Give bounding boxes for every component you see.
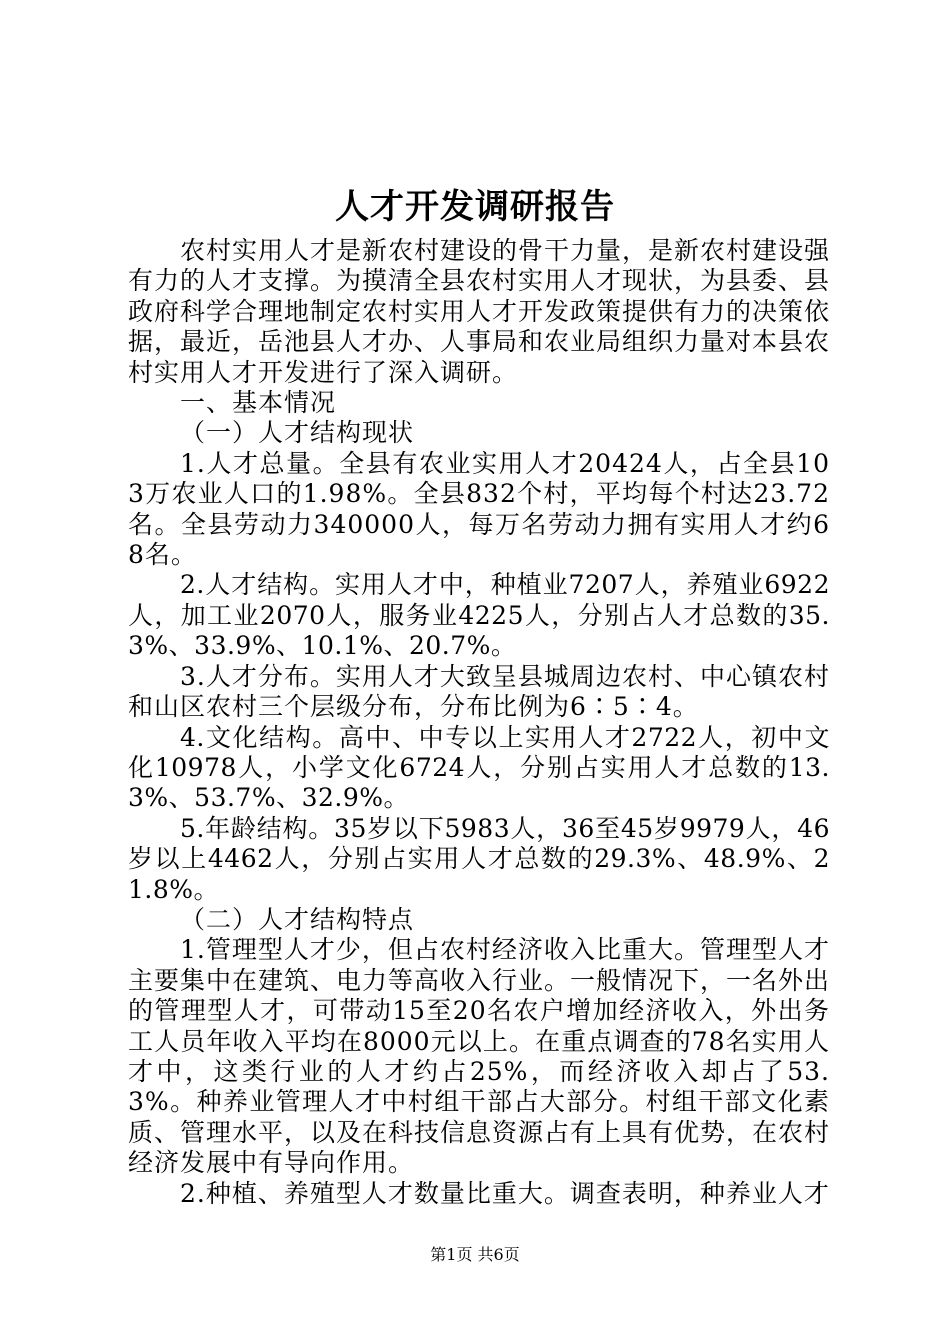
document-body <box>128 236 830 1209</box>
document-title: 人才开发调研报告 <box>335 187 615 227</box>
paragraph-talent-total: 1.人才总量。全县有农业实用人才20424人，占全县103万农业人口的1.98%。全县832个村，平均每个村达23.72名。全县劳动力340000人，每万名劳动力拥有实用人才约68名。 <box>128 448 830 570</box>
subheading-structure-status: （一）人才结构现状 <box>180 418 415 448</box>
paragraph-management-talent: 1.管理型人才少，但占农村经济收入比重大。管理型人才主要集中在建筑、电力等高收入行业。一般情况下，一名外出的管理型人才，可带动15至20名农户增加经济收入，外出务工人员年收入平均在8000元以上。在重点调查的78名实用人才中，这类行业的人才约占25%，而经济收入却占了53.3%。种养业管理人才中村组干部占大部分。村组干部文化素质、管理水平，以及在科技信息资源占有上具有优势，在农村经济发展中有导向作用。 <box>128 935 831 1178</box>
paragraph-talent-distribution: 3.人才分布。实用人才大致呈县城周边农村、中心镇农村和山区农村三个层级分布，分布比例为6∶5∶4。 <box>128 661 830 722</box>
paragraph-talent-structure: 2.人才结构。实用人才中，种植业7207人，养殖业6922人，加工业2070人，服务业4225人，分别占人才总数的35.3%、33.9%、10.1%、20.7%。 <box>128 570 830 661</box>
heading-basic-situation: 一、基本情况 <box>180 388 337 418</box>
paragraph-education-structure: 4.文化结构。高中、中专以上实用人才2722人，初中文化10978人，小学文化6724人，分别占实用人才总数的13.3%、53.7%、32.9%。 <box>128 722 830 813</box>
paragraph-age-structure: 5.年龄结构。35岁以下5983人，36至45岁9979人，46岁以上4462人，分别占实用人才总数的29.3%、48.9%、21.8%。 <box>128 813 830 904</box>
page-footer: 第1页 共6页 <box>430 1245 520 1264</box>
subheading-structure-features: （二）人才结构特点 <box>180 904 415 934</box>
paragraph-planting-breeding: 2.种植、养殖型人才数量比重大。调查表明，种养业人才 <box>180 1178 830 1208</box>
paragraph-intro: 农村实用人才是新农村建设的骨干力量，是新农村建设强有力的人才支撑。为摸清全县农村实用人才现状，为县委、县政府科学合理地制定农村实用人才开发政策提供有力的决策依据，最近，岳池县人才办、人事局和农业局组织力量对本县农村实用人才开发进行了深入调研。 <box>128 236 831 387</box>
